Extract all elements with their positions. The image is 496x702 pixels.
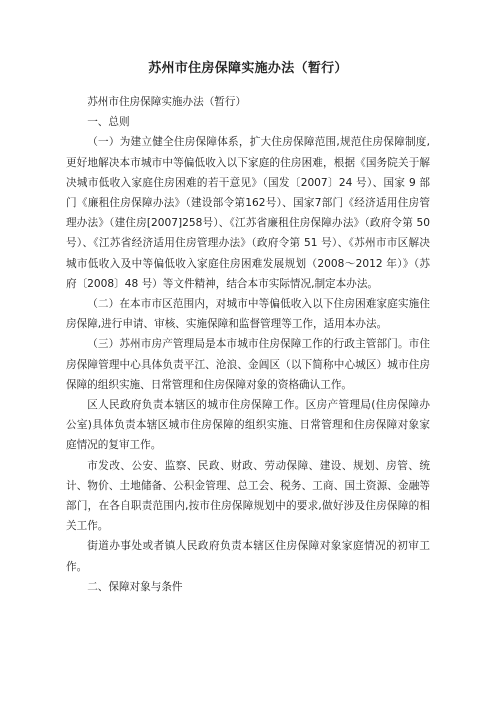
body-paragraph: 区人民政府负责本辖区的城市住房保障工作。区房产管理局(住房保障办公室)具体负责本辖区城市住房保障的组织实施、日常管理和住房保障对象家庭情况的复审工作。 (66, 399, 430, 452)
section-heading-eligibility: 二、保障对象与条件 (87, 580, 183, 593)
body-paragraph: 街道办事处或者镇人民政府负责本辖区住房保障对象家庭情况的初审工作。 (66, 540, 430, 573)
document-subtitle-paragraph: 苏州市住房保障实施办法（暂行） (87, 96, 247, 108)
document-title: 苏州市住房保障实施办法（暂行） (148, 61, 348, 76)
section-heading-general: 一、总则 (87, 116, 130, 129)
clause-paragraph: （二）在本市市区范围内，对城市中等偏低收入以下住房困难家庭实施住房保障,进行申请、审核、实施保障和监督管理等工作，适用本办法。 (66, 298, 430, 331)
clause-paragraph: （一）为建立健全住房保障体系，扩大住房保障范围,规范住房保障制度,更好地解决本市城市中等偏低收入以下家庭的住房困难，根据《国务院关于解决城市低收入家庭住房困难的若干意见》（国发〔2007〕24 号）、国家 9 部门《廉租住房保障办法》（建设部令第162号）、国家7部门《经济适用住房管理办法》（建住房[2007]258号）、《江苏省廉租住房保障办法》（政府令第 50 号）、《江苏省经济适用住房管理办法》（政府令第 51 号）、《苏州市市区解决城市低收入及中等偏低收入家庭住房困难发展规划（2008～2012 年）》（苏府〔2008〕48 号）等文件精神，结合本市实际情况,制定本办法。 (66, 136, 430, 290)
clause-paragraph: （三）苏州市房产管理局是本市城市住房保障工作的行政主管部门。市住房保障管理中心具体负责平江、沧浪、金阊区（以下简称中心城区）城市住房保障的组织实施、日常管理和住房保障对象的资格确认工作。 (66, 338, 430, 391)
body-paragraph: 市发改、公安、监察、民政、财政、劳动保障、建设、规划、房管、统计、物价、土地储备、公积金管理、总工会、税务、工商、国土资源、金融等部门，在各自职责范围内,按市住房保障规划中的要求,做好涉及住房保障的相关工作。 (66, 459, 430, 533)
